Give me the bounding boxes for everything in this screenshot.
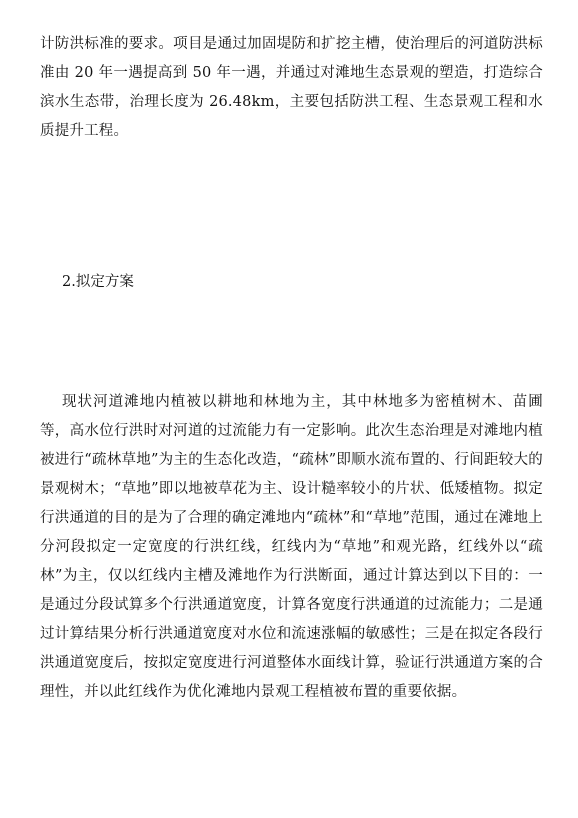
- section-heading: 2.拟定方案: [62, 274, 134, 290]
- body-paragraph-2: 现状河道滩地内植被以耕地和林地为主，其中林地多为密植树木、苗圃等，高水位行洪时对河道的过流能力有一定影响。此次生态治理是对滩地内植被进行“疏林草地”为主的生态化改造，“疏林”即顺水流布置的、行间距较大的景观树木；“草地”即以地被草花为主、设计糙率较小的片状、低矮植物。拟定行洪通道的目的是为了合理的确定滩地内“疏林”和“草地”范围，通过在滩地上分河段拟定一定宽度的行洪红线，红线内为“草地”和观光路，红线外以“疏林”为主，仅以红线内主槽及滩地作为行洪断面，通过计算达到以下目的：一是通过分段试算多个行洪通道宽度，计算各宽度行洪通道的过流能力；二是通过计算结果分析行洪通道宽度对水位和流速涨幅的敏感性；三是在拟定各段行洪通道宽度后，按拟定宽度进行河道整体水面线计算，验证行洪通道方案的合理性，并以此红线作为优化滩地内景观工程植被布置的重要依据。: [40, 394, 543, 700]
- body-paragraph-1: 计防洪标准的要求。项目是通过加固堤防和扩挖主槽，使治理后的河道防洪标准由 20 年一遇提高到 50 年一遇，并通过对滩地生态景观的塑造，打造综合滨水生态带，治理长度为 26.48km，主要包括防洪工程、生态景观工程和水质提升工程。: [40, 36, 543, 139]
